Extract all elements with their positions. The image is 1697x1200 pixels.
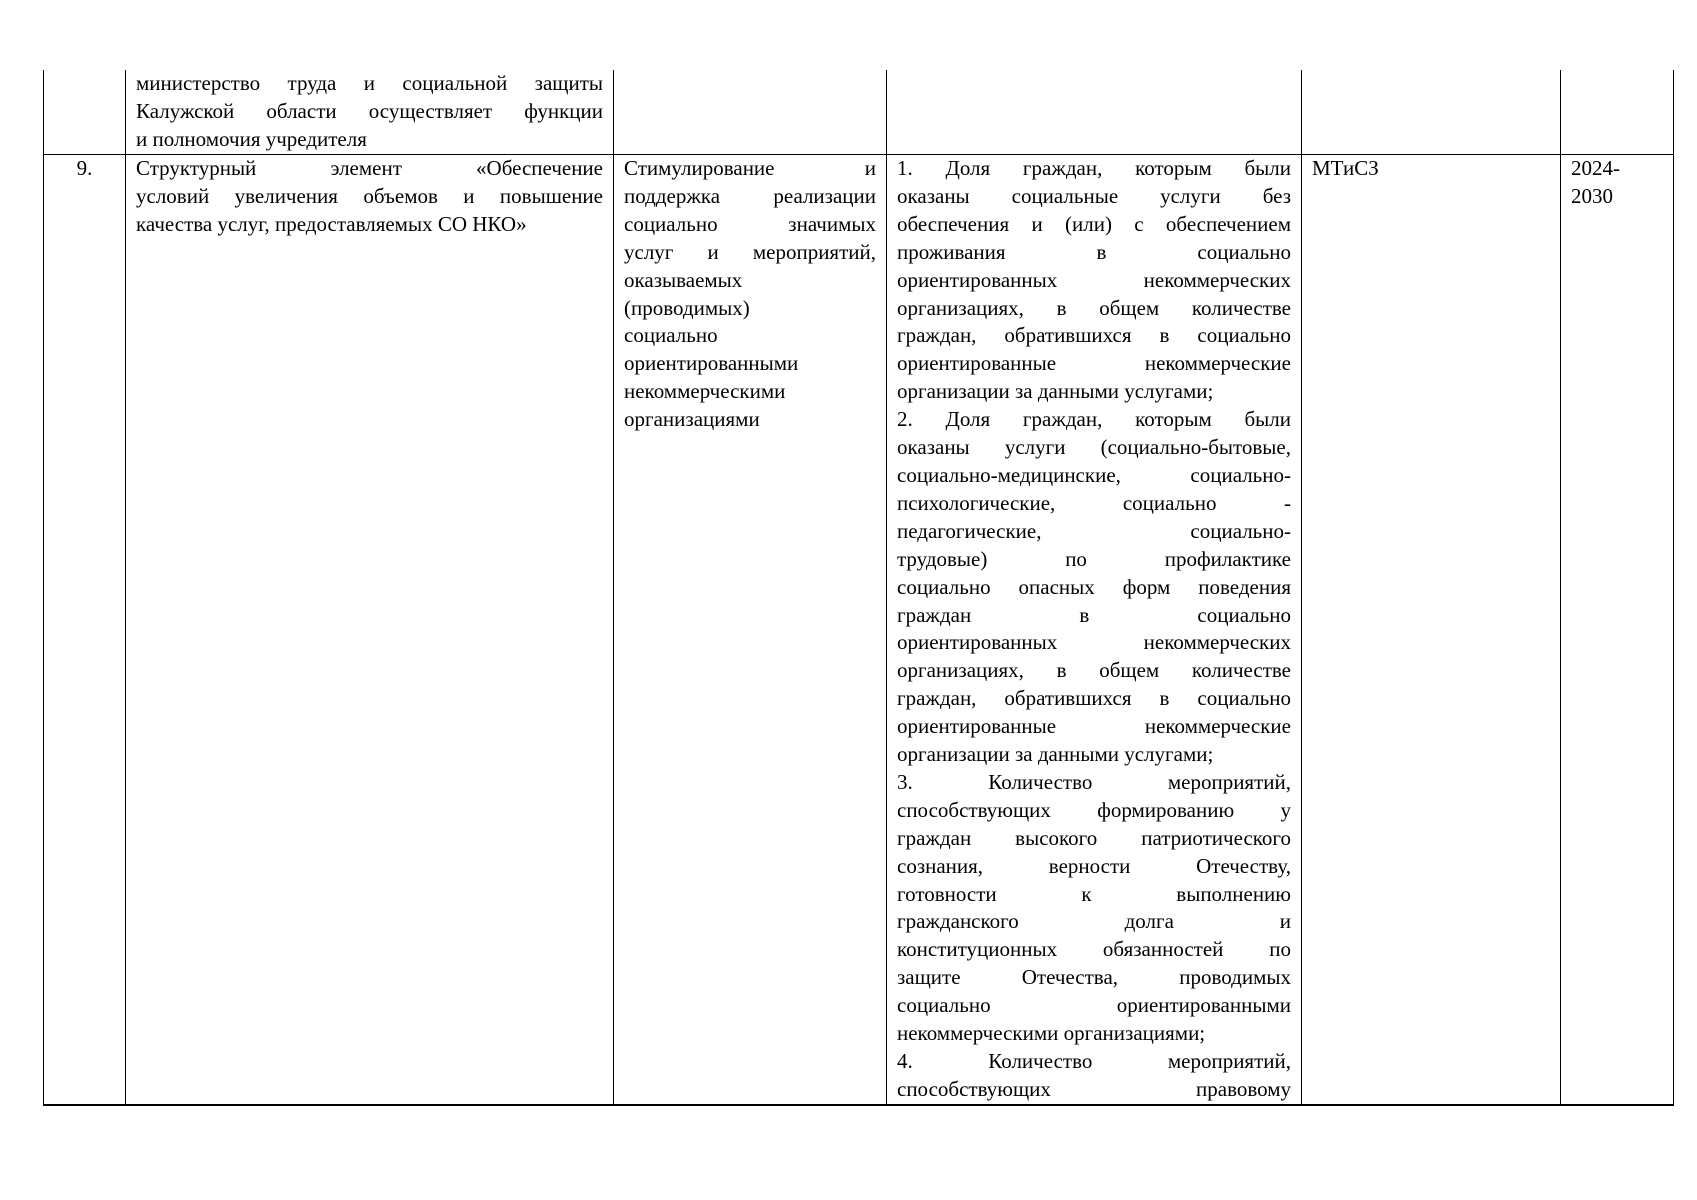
indicator-line: граждан, обратившихся в социально bbox=[897, 323, 1291, 348]
indicator-line: 2. Доля граждан, которым были bbox=[897, 407, 1291, 432]
text-line: ориентированными bbox=[624, 351, 799, 376]
text-line: некоммерческими bbox=[624, 379, 786, 404]
indicator-line: 1. Доля граждан, которым были bbox=[897, 156, 1291, 180]
indicator-line: проживания в социально bbox=[897, 239, 1291, 264]
indicator-line: защите Отечества, проводимых bbox=[897, 965, 1291, 990]
indicator-line: 4. Количество мероприятий, bbox=[897, 1049, 1291, 1073]
indicator-line: трудовые) по профилактике bbox=[897, 546, 1291, 571]
cell-task bbox=[614, 155, 887, 1105]
text-line: организациями bbox=[624, 407, 760, 432]
indicator-line: 3. Количество мероприятий, bbox=[897, 769, 1291, 794]
text-line: Калужской области осуществляет функции bbox=[136, 98, 603, 123]
cell-number bbox=[44, 155, 126, 1105]
indicator-line: граждан высокого патриотического bbox=[897, 825, 1291, 850]
text-line: министерство труда и социальной защиты bbox=[136, 71, 603, 95]
cell-number-prev bbox=[44, 70, 126, 155]
period-start: 2024- bbox=[1571, 156, 1620, 180]
text-line: и полномочия учредителя bbox=[136, 126, 367, 151]
indicator-line: конституционных обязанностей по bbox=[897, 937, 1291, 962]
text-line: Структурный элемент «Обеспечение bbox=[136, 156, 603, 180]
cell-period bbox=[1561, 155, 1674, 1105]
text-line: оказываемых bbox=[624, 267, 743, 292]
period-end: 2030 bbox=[1571, 183, 1613, 208]
cell-indicator-prev bbox=[887, 70, 1302, 155]
indicator-line: ориентированные некоммерческие bbox=[897, 351, 1291, 376]
indicator-line: ориентированных некоммерческих bbox=[897, 267, 1291, 292]
indicator-line: обеспечения и (или) с обеспечением bbox=[897, 211, 1291, 236]
indicator-line: способствующих правовому bbox=[897, 1076, 1291, 1101]
indicator-line: граждан в социально bbox=[897, 602, 1291, 627]
measures-table bbox=[43, 70, 1674, 1106]
responsible-executor: МТиСЗ bbox=[1312, 156, 1379, 180]
indicator-line: оказаны социальные услуги без bbox=[897, 183, 1291, 208]
indicator-line: социально-медицинские, социально- bbox=[897, 462, 1291, 487]
indicator-line: способствующих формированию у bbox=[897, 797, 1291, 822]
indicator-line: гражданского долга и bbox=[897, 909, 1291, 934]
table-row-continued bbox=[44, 70, 1674, 155]
cell-task-prev bbox=[614, 70, 887, 155]
indicator-line: организации за данными услугами; bbox=[897, 379, 1214, 404]
indicator-line: психологические, социально - bbox=[897, 490, 1291, 515]
indicator-line: ориентированных некоммерческих bbox=[897, 630, 1291, 655]
text-line: социально значимых bbox=[624, 211, 876, 236]
cell-executor-prev bbox=[126, 70, 614, 155]
indicator-line: готовности к выполнению bbox=[897, 881, 1291, 906]
text-line: социально bbox=[624, 323, 718, 348]
cell-responsible-prev bbox=[1302, 70, 1561, 155]
text-line: поддержка реализации bbox=[624, 183, 876, 208]
indicator-line: социально ориентированными bbox=[897, 993, 1291, 1018]
text-line: условий увеличения объемов и повышение bbox=[136, 183, 603, 208]
table-row-9 bbox=[44, 155, 1674, 1105]
indicator-line: граждан, обратившихся в социально bbox=[897, 686, 1291, 711]
row-number: 9. bbox=[76, 156, 93, 180]
cell-structural-element bbox=[126, 155, 614, 1105]
indicator-line: оказаны услуги (социально-бытовые, bbox=[897, 435, 1291, 460]
cell-period-prev bbox=[1561, 70, 1674, 155]
indicator-line: организации за данными услугами; bbox=[897, 742, 1214, 767]
indicator-line: организациях, в общем количестве bbox=[897, 658, 1291, 683]
text-line: (проводимых) bbox=[624, 295, 750, 320]
text-line: Стимулирование и bbox=[624, 156, 876, 180]
text-line: качества услуг, предоставляемых СО НКО» bbox=[136, 211, 527, 236]
indicator-line: социально опасных форм поведения bbox=[897, 574, 1291, 599]
indicator-line: сознания, верности Отечеству, bbox=[897, 853, 1291, 878]
indicator-line: педагогические, социально- bbox=[897, 518, 1291, 543]
indicator-line: организациях, в общем количестве bbox=[897, 295, 1291, 320]
indicator-line: некоммерческими организациями; bbox=[897, 1021, 1206, 1046]
text-line: услуг и мероприятий, bbox=[624, 239, 876, 264]
cell-indicators bbox=[887, 155, 1302, 1105]
cell-responsible bbox=[1302, 155, 1561, 1105]
indicator-line: ориентированные некоммерческие bbox=[897, 714, 1291, 739]
